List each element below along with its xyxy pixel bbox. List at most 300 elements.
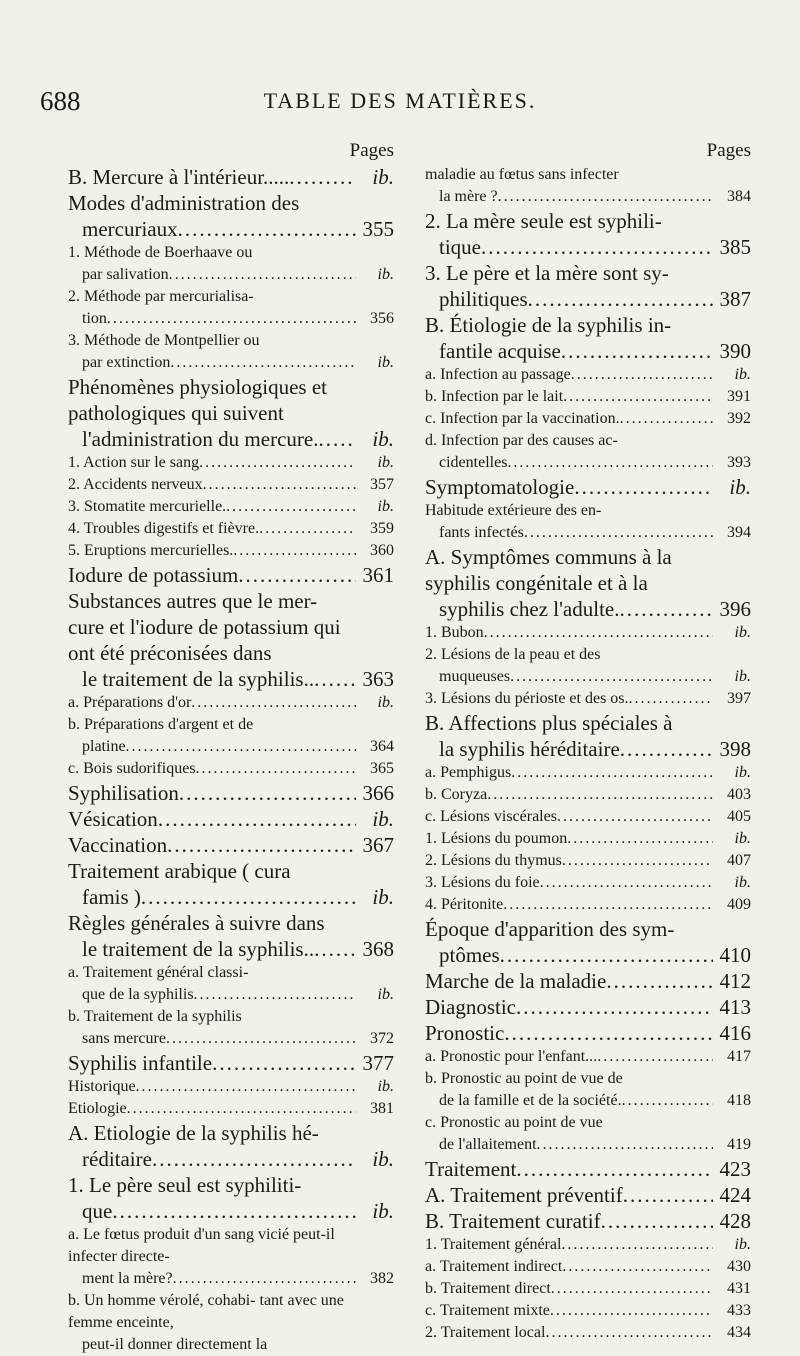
toc-page-number: ib. xyxy=(377,354,394,371)
toc-page-number: 413 xyxy=(719,995,751,1019)
dot-leader xyxy=(314,666,356,692)
toc-entry-label: de la famille et de la société. xyxy=(439,1092,622,1109)
toc-entry-text: maladie au fœtus sans infecter xyxy=(425,166,619,183)
toc-entry xyxy=(68,1120,394,1172)
toc-entry-label: c. Lésions viscérales xyxy=(425,808,557,825)
toc-entry xyxy=(68,286,394,330)
toc-entry-label: cidentelles xyxy=(439,454,508,471)
toc-entry xyxy=(68,1224,394,1290)
dot-leader xyxy=(606,968,713,994)
toc-entry xyxy=(425,1234,751,1256)
toc-entry xyxy=(68,1098,394,1120)
toc-entry-text: Phénomènes physiologiques et pathologiques qui suivent xyxy=(68,375,327,425)
dot-leader xyxy=(574,474,713,500)
toc-page-number: 367 xyxy=(362,833,394,857)
toc-entry xyxy=(68,562,394,588)
dot-leader xyxy=(484,622,713,644)
toc-page-number: 434 xyxy=(727,1324,751,1341)
toc-entry xyxy=(68,452,394,474)
toc-entries-left xyxy=(68,164,394,1356)
toc-column-right xyxy=(425,138,751,1344)
toc-entry xyxy=(425,474,751,500)
dot-leader xyxy=(191,692,356,714)
pages-heading: Pages xyxy=(706,140,751,161)
toc-page-number: 382 xyxy=(370,1270,394,1287)
toc-page-number: 398 xyxy=(719,737,751,761)
toc-entry-label: Vésication xyxy=(68,807,158,831)
toc-entry xyxy=(68,832,394,858)
toc-page-number: 393 xyxy=(727,454,751,471)
dot-leader xyxy=(141,884,356,910)
toc-entry-label: Vaccination xyxy=(68,833,168,857)
dot-leader xyxy=(169,264,356,286)
toc-page-number: 357 xyxy=(370,476,394,493)
toc-entry-label: que xyxy=(82,1199,113,1223)
dot-leader xyxy=(510,666,713,688)
toc-page-number: ib. xyxy=(372,1199,394,1223)
toc-entry xyxy=(425,968,751,994)
toc-entry-label: Symptomatologie xyxy=(425,475,575,499)
toc-entry xyxy=(425,386,751,408)
toc-page-number: 361 xyxy=(362,563,394,587)
dot-leader xyxy=(537,1134,713,1156)
toc-entry xyxy=(68,518,394,540)
toc-entry-label: la syphilis héréditaire xyxy=(439,737,620,761)
toc-page-number: ib. xyxy=(377,1078,394,1095)
toc-entry-label: par salivation xyxy=(82,266,169,283)
toc-entry xyxy=(425,916,751,968)
toc-entry xyxy=(425,644,751,688)
toc-entry-label: Historique xyxy=(68,1078,136,1095)
toc-entry-text: a. Traitement général classi- xyxy=(68,964,249,981)
toc-entry xyxy=(68,1076,394,1098)
toc-page-number: 384 xyxy=(727,188,751,205)
toc-entry xyxy=(425,260,751,312)
dot-leader xyxy=(179,780,356,806)
toc-entry xyxy=(425,994,751,1020)
toc-page-number: 396 xyxy=(719,597,751,621)
dot-leader xyxy=(562,1256,713,1278)
toc-column-left xyxy=(68,138,394,1356)
dot-leader xyxy=(516,1156,713,1182)
toc-entry xyxy=(425,1156,751,1182)
toc-entry-text: c. Pronostic au point de vue xyxy=(425,1114,603,1131)
running-title: TABLE DES MATIÈRES. xyxy=(263,88,537,113)
toc-entry xyxy=(68,1006,394,1050)
dot-leader xyxy=(561,338,713,364)
toc-entry-text: 1. Le père seul est syphiliti- xyxy=(68,1173,302,1197)
toc-entry xyxy=(425,1046,751,1068)
toc-entry xyxy=(68,858,394,910)
toc-page-number: ib. xyxy=(734,366,751,383)
toc-entry-label: famis ) xyxy=(82,885,141,909)
toc-entry-label: l'administration du mercure. xyxy=(82,427,319,451)
toc-entry xyxy=(68,1172,394,1224)
toc-entry-label: a. Infection au passage xyxy=(425,366,571,383)
toc-page-number: 387 xyxy=(719,287,751,311)
toc-entry-text: 3. Méthode de Montpellier ou xyxy=(68,332,260,349)
dot-leader xyxy=(507,452,713,474)
toc-entry xyxy=(68,496,394,518)
toc-entry xyxy=(68,758,394,780)
dot-leader xyxy=(551,1278,713,1300)
toc-entry-label: 4. Troubles digestifs et fièvre. xyxy=(68,520,260,537)
dot-leader xyxy=(196,758,356,780)
dot-leader xyxy=(136,1076,356,1098)
toc-entry xyxy=(425,1068,751,1112)
toc-entry-label: syphilis chez l'adulte. xyxy=(439,597,620,621)
toc-entry-label: fants infectés xyxy=(439,524,524,541)
dot-leader xyxy=(550,1300,713,1322)
toc-entry-label: a. Traitement indirect xyxy=(425,1258,563,1275)
toc-entry-label: B. Traitement curatif xyxy=(425,1209,601,1233)
toc-entry xyxy=(425,806,751,828)
toc-entry xyxy=(68,692,394,714)
dot-leader xyxy=(259,518,356,540)
dot-leader xyxy=(503,894,713,916)
toc-entry xyxy=(68,474,394,496)
toc-page-number: 407 xyxy=(727,852,751,869)
toc-entry-text: Règles générales à suivre dans xyxy=(68,911,325,935)
toc-entry-text: d. Infection par des causes ac- xyxy=(425,432,618,449)
toc-entry xyxy=(68,962,394,1006)
dot-leader xyxy=(561,1234,713,1256)
toc-entry-label: philitiques xyxy=(439,287,528,311)
toc-page-number: 368 xyxy=(362,937,394,961)
toc-entry-label: c. Infection par la vaccination. xyxy=(425,410,620,427)
toc-entry-label: tion xyxy=(82,310,107,327)
toc-entry-label: c. Bois sudorifiques xyxy=(68,760,196,777)
toc-page-number: 433 xyxy=(727,1302,751,1319)
toc-entry-label: peut-il donner directement la xyxy=(82,1336,268,1353)
toc-entry xyxy=(425,784,751,806)
toc-entry-label: b. Traitement direct xyxy=(425,1280,551,1297)
toc-entry xyxy=(425,164,751,208)
toc-entry-label: 5. Eruptions mercurielles. xyxy=(68,542,234,559)
toc-entry-text: A. Etiologie de la syphilis hé- xyxy=(68,1121,319,1145)
dot-leader xyxy=(173,1268,356,1290)
dot-leader xyxy=(178,216,356,242)
toc-page-number: 419 xyxy=(727,1136,751,1153)
toc-page-number: 397 xyxy=(727,690,751,707)
toc-page-number: 391 xyxy=(727,388,751,405)
toc-entry-label: de l'allaitement xyxy=(439,1136,537,1153)
toc-entry xyxy=(425,1278,751,1300)
dot-leader xyxy=(314,936,356,962)
dot-leader xyxy=(563,386,713,408)
toc-page-number: ib. xyxy=(734,830,751,847)
toc-entry-label: Diagnostic xyxy=(425,995,516,1019)
toc-entry-label: le traitement de la syphilis.. xyxy=(82,667,315,691)
toc-entry-label: a. Pronostic pour l'enfant... xyxy=(425,1048,598,1065)
toc-page-number: ib. xyxy=(729,475,751,499)
dot-leader xyxy=(199,452,356,474)
dot-leader xyxy=(158,806,356,832)
toc-entry-label: a. Préparations d'or xyxy=(68,694,192,711)
toc-entry xyxy=(425,828,751,850)
dot-leader xyxy=(170,352,356,374)
toc-entry-text: 1. Méthode de Boerhaave ou xyxy=(68,244,253,261)
toc-entry-text: Traitement arabique ( cura xyxy=(68,859,291,883)
toc-entry-label: platine xyxy=(82,738,126,755)
toc-entry-text: b. Préparations d'argent et de xyxy=(68,716,254,733)
toc-entry-label: fantile acquise xyxy=(439,339,561,363)
toc-page-number: ib. xyxy=(372,427,394,451)
toc-entry xyxy=(68,164,394,190)
toc-page-number: ib. xyxy=(372,165,394,189)
toc-page-number: 359 xyxy=(370,520,394,537)
dot-leader xyxy=(238,562,356,588)
toc-entry-label: sans mercure xyxy=(82,1030,166,1047)
toc-entry xyxy=(425,208,751,260)
toc-entry-text: Substances autres que le mer- cure et l'iodure de potassium qui ont été préconisées dans xyxy=(68,589,341,665)
toc-entry xyxy=(425,1300,751,1322)
toc-entry-text: 2. La mère seule est syphili- xyxy=(425,209,662,233)
toc-entry-label: Syphilisation xyxy=(68,781,179,805)
toc-entry xyxy=(425,1020,751,1046)
toc-entry xyxy=(68,374,394,452)
dot-leader xyxy=(511,762,713,784)
toc-entry-label: 2. Accidents nerveux xyxy=(68,476,203,493)
toc-page-number: ib. xyxy=(377,266,394,283)
toc-entry-label: ment la mère? xyxy=(82,1270,173,1287)
dot-leader xyxy=(194,984,356,1006)
toc-entry-text: a. Le fœtus produit d'un sang vicié peut-il infecter directe- xyxy=(68,1226,335,1265)
dot-leader xyxy=(545,1322,713,1344)
dot-leader xyxy=(601,1208,713,1234)
dot-leader xyxy=(622,1090,713,1112)
dot-leader xyxy=(620,408,713,430)
toc-entry-text: 2. Méthode par mercurialisa- xyxy=(68,288,254,305)
toc-page-number: 356 xyxy=(370,310,394,327)
toc-page-number: 372 xyxy=(370,1030,394,1047)
toc-page-number: ib. xyxy=(734,668,751,685)
toc-entry-label: a. Pemphigus xyxy=(425,764,512,781)
toc-page-number: 424 xyxy=(719,1183,751,1207)
toc-entry xyxy=(68,190,394,242)
dot-leader xyxy=(562,850,713,872)
toc-entry xyxy=(425,312,751,364)
toc-page-number: ib. xyxy=(377,694,394,711)
toc-page-number: 409 xyxy=(727,896,751,913)
dot-leader xyxy=(152,1146,356,1172)
toc-page-number: 385 xyxy=(719,235,751,259)
toc-entry xyxy=(68,242,394,286)
toc-entry xyxy=(425,688,751,710)
dot-leader xyxy=(112,1198,356,1224)
toc-page-number: ib. xyxy=(372,885,394,909)
toc-page-number: 418 xyxy=(727,1092,751,1109)
toc-entry-label: 2. Traitement local xyxy=(425,1324,546,1341)
toc-page-number: 365 xyxy=(370,760,394,777)
toc-page-number: ib. xyxy=(377,986,394,1003)
toc-entries-right xyxy=(425,164,751,1344)
dot-leader xyxy=(498,186,713,208)
toc-entry-label: que de la syphilis xyxy=(82,986,194,1003)
toc-page-number: ib. xyxy=(372,807,394,831)
toc-entry-label: c. Traitement mixte xyxy=(425,1302,550,1319)
toc-entry xyxy=(425,894,751,916)
toc-entry-label: muqueuses xyxy=(439,668,511,685)
toc-page-number: 403 xyxy=(727,786,751,803)
toc-page-number: ib. xyxy=(734,764,751,781)
dot-leader xyxy=(167,832,356,858)
toc-page-number: 392 xyxy=(727,410,751,427)
dot-leader xyxy=(623,1182,713,1208)
toc-page-number: 355 xyxy=(362,217,394,241)
dot-leader xyxy=(516,994,713,1020)
toc-entry-text: B. Étiologie de la syphilis in- xyxy=(425,313,672,337)
toc-entry xyxy=(425,500,751,544)
toc-entry-label: Traitement xyxy=(425,1157,517,1181)
toc-entry xyxy=(68,588,394,692)
dot-leader xyxy=(597,1046,713,1068)
toc-page-number: ib. xyxy=(734,624,751,641)
toc-page-number: 377 xyxy=(362,1051,394,1075)
toc-entry-text: 3. Le père et la mère sont sy- xyxy=(425,261,669,285)
toc-entry-label: A. Traitement préventif xyxy=(425,1183,623,1207)
dot-leader xyxy=(540,872,713,894)
dot-leader xyxy=(289,164,356,190)
toc-entry-text: Habitude extérieure des en- xyxy=(425,502,602,519)
toc-entry xyxy=(425,762,751,784)
toc-entry-text: 2. Lésions de la peau et des xyxy=(425,646,601,663)
dot-leader xyxy=(504,1020,713,1046)
toc-entry xyxy=(425,1112,751,1156)
toc-entry-label: Syphilis infantile xyxy=(68,1051,213,1075)
toc-entry xyxy=(425,364,751,386)
toc-page-number: ib. xyxy=(377,498,394,515)
dot-leader xyxy=(629,688,713,710)
toc-entry-label: Marche de la maladie xyxy=(425,969,607,993)
dot-leader xyxy=(226,496,356,518)
dot-leader xyxy=(233,540,356,562)
toc-entry xyxy=(425,544,751,622)
toc-entry-label: 3. Lésions du périoste et des os. xyxy=(425,690,629,707)
toc-entry-label: 2. Lésions du thymus xyxy=(425,852,562,869)
toc-page-number: 360 xyxy=(370,542,394,559)
toc-entry-text: Époque d'apparition des sym- xyxy=(425,917,675,941)
dot-leader xyxy=(571,364,713,386)
toc-entry-label: le traitement de la syphilis.. xyxy=(82,937,315,961)
dot-leader xyxy=(126,736,356,758)
page-number: 688 xyxy=(40,86,81,116)
toc-entry-text: B. Affections plus spéciales à xyxy=(425,711,673,735)
toc-entry xyxy=(68,330,394,374)
toc-entry xyxy=(68,780,394,806)
toc-page-number: 428 xyxy=(719,1209,751,1233)
toc-entry xyxy=(425,430,751,474)
toc-entry xyxy=(425,1182,751,1208)
dot-leader xyxy=(107,308,356,330)
toc-entry xyxy=(68,714,394,758)
toc-entry-label: 1. Bubon xyxy=(425,624,484,641)
toc-entry-text: b. Pronostic au point de vue de xyxy=(425,1070,623,1087)
toc-page-number: 390 xyxy=(719,339,751,363)
dot-leader xyxy=(203,474,356,496)
toc-entry xyxy=(425,622,751,644)
toc-entry-text: b. Traitement de la syphilis xyxy=(68,1008,242,1025)
toc-page-number: ib. xyxy=(377,454,394,471)
toc-entry-label: 1. Action sur le sang xyxy=(68,454,200,471)
toc-page-number: 363 xyxy=(362,667,394,691)
page-header xyxy=(40,86,760,126)
toc-entry-label: tique xyxy=(439,235,481,259)
dot-leader xyxy=(620,596,714,622)
dot-leader xyxy=(487,784,713,806)
toc-page-number: 417 xyxy=(727,1048,751,1065)
toc-page-number: 364 xyxy=(370,738,394,755)
dot-leader xyxy=(524,522,713,544)
toc-entry xyxy=(425,1256,751,1278)
toc-entry-label: b. Infection par le lait xyxy=(425,388,564,405)
toc-page-number: 366 xyxy=(362,781,394,805)
toc-page-number: 423 xyxy=(719,1157,751,1181)
dot-leader xyxy=(212,1050,356,1076)
toc-entry xyxy=(425,1322,751,1344)
toc-entry-label: 1. Traitement général xyxy=(425,1236,562,1253)
toc-entry-label: Pronostic xyxy=(425,1021,505,1045)
toc-page-number: 381 xyxy=(370,1100,394,1117)
toc-entry xyxy=(425,850,751,872)
toc-entry-label: 3. Lésions du foie xyxy=(425,874,540,891)
toc-page-number: 405 xyxy=(727,808,751,825)
toc-entry-label: ptômes xyxy=(439,943,500,967)
toc-entry-text: A. Symptômes communs à la syphilis congénitale et à la xyxy=(425,545,672,595)
dot-leader xyxy=(500,942,713,968)
toc-entry xyxy=(68,910,394,962)
toc-entry-text: b. Un homme vérolé, cohabi- tant avec une femme enceinte, xyxy=(68,1292,344,1331)
toc-page-number: 394 xyxy=(727,524,751,541)
toc-entry xyxy=(425,1208,751,1234)
toc-page-number: 410 xyxy=(719,943,751,967)
dot-leader xyxy=(481,234,713,260)
toc-entry-label: 1. Lésions du poumon xyxy=(425,830,568,847)
toc-entry-label: Etiologie xyxy=(68,1100,127,1117)
toc-page-number: 416 xyxy=(719,1021,751,1045)
pages-heading: Pages xyxy=(349,140,394,161)
dot-leader xyxy=(127,1098,356,1120)
toc-page-number: ib. xyxy=(372,1147,394,1171)
toc-page-number: 412 xyxy=(719,969,751,993)
toc-page-number: ib. xyxy=(734,874,751,891)
toc-entry-label: mercuriaux xyxy=(82,217,178,241)
dot-leader xyxy=(318,426,356,452)
dot-leader xyxy=(166,1028,356,1050)
toc-entry xyxy=(425,408,751,430)
toc-entry xyxy=(68,1050,394,1076)
toc-entry xyxy=(68,806,394,832)
toc-entry-label: B. Mercure à l'intérieur..... xyxy=(68,165,290,189)
toc-page-number: 430 xyxy=(727,1258,751,1275)
toc-entry xyxy=(425,872,751,894)
toc-entry-label: 3. Stomatite mercurielle. xyxy=(68,498,227,515)
toc-entry-label: réditaire xyxy=(82,1147,152,1171)
toc-page-number: ib. xyxy=(734,1236,751,1253)
toc-entry-label: b. Coryza xyxy=(425,786,488,803)
toc-entry-text: Modes d'administration des xyxy=(68,191,300,215)
toc-entry-label: la mère ? xyxy=(439,188,498,205)
toc-entry-label: 4. Péritonite xyxy=(425,896,504,913)
dot-leader xyxy=(557,806,713,828)
toc-entry-label: par extinction xyxy=(82,354,171,371)
toc-entry xyxy=(68,1290,394,1356)
dot-leader xyxy=(620,736,713,762)
toc-page-number: 431 xyxy=(727,1280,751,1297)
toc-entry-label: Iodure de potassium xyxy=(68,563,239,587)
dot-leader xyxy=(528,286,713,312)
toc-entry xyxy=(425,710,751,762)
